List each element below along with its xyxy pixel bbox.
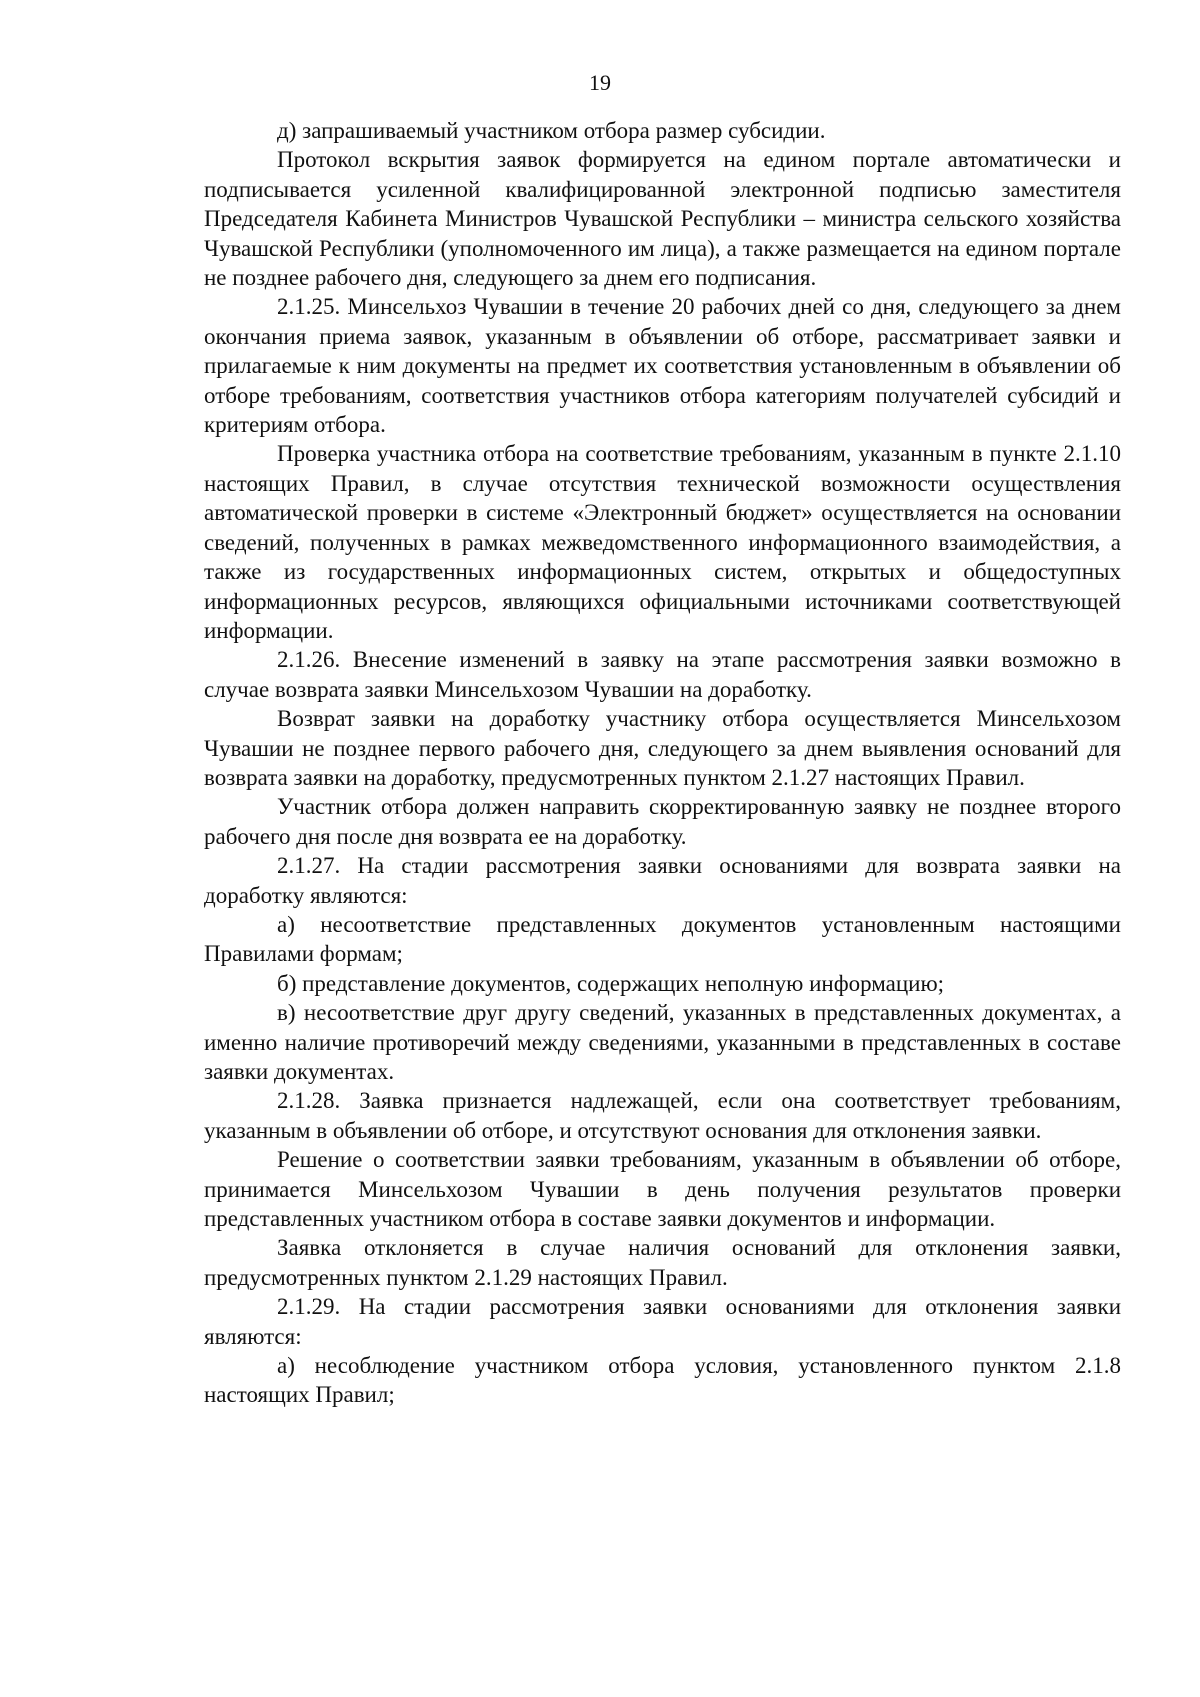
paragraph: Протокол вскрытия заявок формируется на едином портале автоматически и подписывается усиленной квалифицированной электронной подписью заместителя Председателя Кабинета Министров Чувашской Республики – министра сельского хозяйства Чувашской Республики (уполномоченного им лица), а также размещается на едином портале не позднее рабочего дня, следующего за днем его подписания. [204, 147, 1121, 291]
paragraph: а) несоответствие представленных документов установленным настоящими Правилами формам; [204, 911, 1121, 967]
paragraph: Возврат заявки на доработку участнику отбора осуществляется Минсельхозом Чувашии не позднее первого рабочего дня, следующего за днем выявления оснований для возврата заявки на доработку, предусмотренных пунктом 2.1.27 настоящих Правил. [204, 706, 1121, 790]
paragraph: Участник отбора должен направить скорректированную заявку не позднее второго рабочего дня после дня возврата ее на доработку. [204, 794, 1121, 849]
paragraph: Решение о соответствии заявки требованиям, указанным в объявлении об отборе, принимается Минсельхозом Чувашии в день получения результатов проверки представленных участником отбора в составе заявки документов и информации. [204, 1147, 1121, 1232]
paragraph: 2.1.26. Внесение изменений в заявку на этапе рассмотрения заявки возможно в случае возврата заявки Минсельхозом Чувашии на доработку. [204, 647, 1121, 702]
page-number: 19 [589, 70, 611, 95]
paragraph: 2.1.25. Минсельхоз Чувашии в течение 20 рабочих дней со дня, следующего за днем окончания приема заявок, указанным в объявлении об отборе, рассматривает заявки и прилагаемые к ним документы на предмет их соответствия установленным в объявлении об отборе требованиям, соответствия участников отбора категориям получателей субсидий и критериям отбора. [204, 294, 1121, 438]
paragraph: 2.1.29. На стадии рассмотрения заявки основаниями для отклонения заявки являются: [204, 1294, 1121, 1349]
paragraph: а) несоблюдение участником отбора условия, установленного пунктом 2.1.8 настоящих Правил; [204, 1353, 1121, 1408]
paragraph: б) представление документов, содержащих неполную информацию; [277, 970, 945, 996]
paragraph: Заявка отклоняется в случае наличия оснований для отклонения заявки, предусмотренных пунктом 2.1.29 настоящих Правил. [204, 1235, 1121, 1290]
paragraph: 2.1.28. Заявка признается надлежащей, если она соответствует требованиям, указанным в объявлении об отборе, и отсутствуют основания для отклонения заявки. [204, 1088, 1121, 1143]
paragraph: Проверка участника отбора на соответствие требованиям, указанным в пункте 2.1.10 настоящих Правил, в случае отсутствия технической возможности осуществления автоматической проверки в системе «Электронный бюджет» осуществляется на основании сведений, полученных в рамках межведомственного информационного взаимодействия, а также из государственных информационных систем, открытых и общедоступных информационных ресурсов, являющихся официальными источниками соответствующей информации. [204, 441, 1121, 643]
paragraph: д) запрашиваемый участником отбора размер субсидии. [277, 118, 826, 143]
document-body [204, 116, 1121, 1410]
paragraph: 2.1.27. На стадии рассмотрения заявки основаниями для возврата заявки на доработку являются: [204, 853, 1121, 908]
paragraph: в) несоответствие друг другу сведений, указанных в представленных документах, а именно наличие противоречий между сведениями, указанными в представленных в составе заявки документах. [204, 1000, 1121, 1084]
